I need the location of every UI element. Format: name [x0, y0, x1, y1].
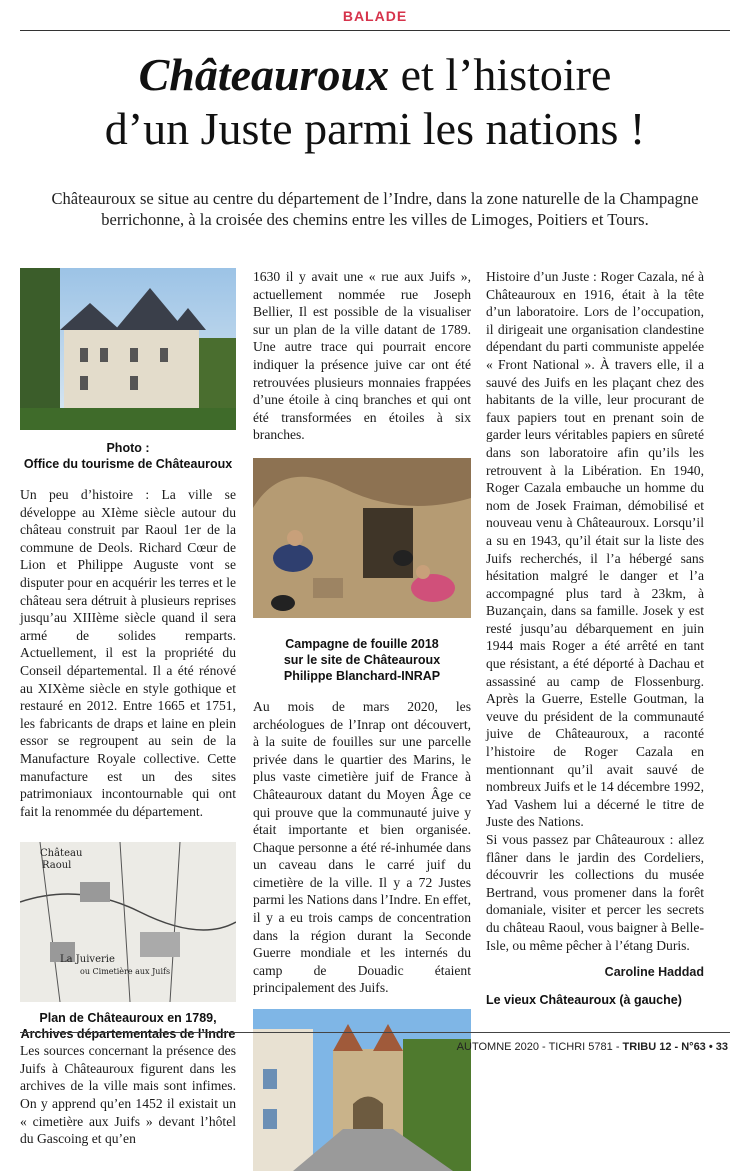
page-footer: [457, 1041, 728, 1053]
vieux-caption: Le vieux Châteauroux (à gauche): [486, 993, 682, 1007]
author-signature: Caroline Haddad: [604, 965, 704, 980]
footer-magazine: TRIBU 12 - N°63 • 33: [622, 1041, 728, 1053]
fouille-caption: Campagne de fouille 2018 sur le site de Châteauroux Philippe Blanchard-INRAP: [283, 636, 441, 683]
chateau-illustration: [20, 268, 236, 430]
footer-rule: [20, 1032, 730, 1033]
header-rule: [20, 30, 730, 31]
chateau-photo: [20, 268, 236, 430]
title-line2: d’un Juste parmi les nations !: [104, 103, 646, 154]
section-label: BALADE: [342, 8, 408, 24]
plan-label-chateau: Château: [40, 848, 83, 860]
column-2: [253, 268, 471, 1171]
vieux-chateauroux-photo: [253, 1009, 471, 1171]
article-intro: Châteauroux se situe au centre du département de l’Indre, dans la zone naturelle de la Champagne berrichonne, à la croisée des chemins entre les villes de Limoges, Poitiers et Tours.: [51, 189, 699, 229]
col3-paragraph-1: Histoire d’un Juste : Roger Cazala, né à Châteauroux en 1916, était à la tête d’un laboratoire. Lors de l’occupation, il dirigeait une organisation clandestine dépendant du parti communiste appelée « Front National ». À travers elle, il a sauvé des Juifs en les plaçant chez des habitants de la ville, leur procurant de faux papiers tout en prenant soin de garder leurs véritables papiers en sûreté dans son laboratoire afin qu’ils les retrouvent à la Libération. En 1940, Roger Cazala embauche un homme du nom de Josek Fraiman, démobilisé et nouveau venu à Châteauroux. Lorsqu’il a su en 1943, qu’il était sur la liste des Juifs recherchés, il l’a hébergé sans hésitation malgré le danger et l’a accompagné plus tard à 23km, à Buzançain, dans sa famille. Josek y est resté jusqu’au débarquement en juin 1944 mais Roger a été arrêté en tant que résistant, a été déporté à Dachau et assassiné au camp de Flossenburg. Après la Guerre, Estelle Goutman, la veuve du président de la communauté juive de Châteauroux, a raconté l’histoire de Roger Cazala en mentionnant qu’il avait sauvé de nombreux Juifs et le 14 décembre 1992, Yad Vashem lui a décerné le titre de Juste des Nations.: [486, 269, 704, 830]
plan-label-raoul: Raoul: [42, 860, 72, 872]
col2-paragraph-1: 1630 il y avait une « rue aux Juifs », actuellement nommée rue Joseph Bellier, Il est possible de la visualiser sur un plan de la ville datant de 1789. Une autre trace qui pourrait encore indiquer la présence juive car ont été retrouvées plusieurs monnaies frappées d’une étoile à cinq branches et qui ont été transformées en étoiles à six branches.: [253, 269, 471, 443]
plan-1789-image: [20, 842, 236, 1002]
title-part2: et l’histoire: [389, 49, 612, 100]
col1-paragraph-2: Les sources concernant la présence des Juifs à Châteauroux figurent dans les archives de la ville mais sont infimes. On y apprend qu’en 1452 il existait un « cimetière aux Juifs » devant l’hôtel du Gascoing et qu’en: [20, 1043, 236, 1147]
plan-map-illustration: [20, 842, 236, 1002]
column-1: [20, 268, 236, 1148]
col3-paragraph-2: Si vous passez par Châteauroux : allez flâner dans le jardin des Cordeliers, découvrir les collections du musée Bertrand, vous promener dans la forêt domaniale, visiter et percer les secrets du château Raoul, vous baigner à Belle-Isle, ou même pêcher à l’étang Duris.: [486, 832, 704, 953]
excavation-illustration: [253, 458, 471, 618]
column-3: [486, 268, 704, 1007]
title-city: Châteauroux: [138, 49, 390, 100]
col1-paragraph-1: Un peu d’histoire : La ville se développe au XIème siècle autour du château construit par Raoul 1er de la commune de Deols. Richard Cœur de Lion et Philippe Auguste vont se disputer pour en acquérir les terres et le château sera détruit à plusieurs reprises jusqu’au XIIIème siècle quand il sera armé de solides remparts. Actuellement, il est la propriété du Conseil départemental. Il a été rénové au XIXème siècle en style gothique et restauré en 2012. Entre 1665 et 1751, les fabricants de draps et laine en plein essor se regroupent au sein de la Manufacture Royale collective. Cette manufacture est un des sites patrimoniaux incontournable qui ont fait la renommée du département.: [20, 487, 236, 819]
fouille-photo: [253, 458, 471, 618]
plan-label-cimetiere: ou Cimetière aux Juifs: [80, 967, 171, 977]
plan-label-juiverie: La Juiverie: [60, 954, 115, 966]
footer-issue: AUTOMNE 2020 - TICHRI 5781 -: [456, 1041, 623, 1053]
chateau-caption: Photo : Office du tourisme de Châteauroux: [23, 441, 233, 471]
col2-paragraph-2: Au mois de mars 2020, les archéologues de l’Inrap ont découvert, à la suite de fouilles sur une parcelle privée dans le quartier des Marins, le plus vaste cimetière juif de France à Châteauroux datant du Moyen Âge ce qui prouve que la communauté juive y était importante et bien organisée. Chaque personne a été ré-inhumée dans un caveau dans le carré juif du cimetière de la ville. Il y a 72 Justes parmi les Nations dans l’Indre. En effet, il y a eu trois camps de concentration dans la région durant la Seconde Guerre mondiale et les internés du camp de Douadic étaient principalement des Juifs.: [253, 698, 471, 996]
porte-illustration: [253, 1009, 471, 1171]
plan-caption: Plan de Châteauroux en 1789, Archives départementales de l’Indre: [20, 1011, 236, 1042]
article-title: [10, 48, 740, 156]
